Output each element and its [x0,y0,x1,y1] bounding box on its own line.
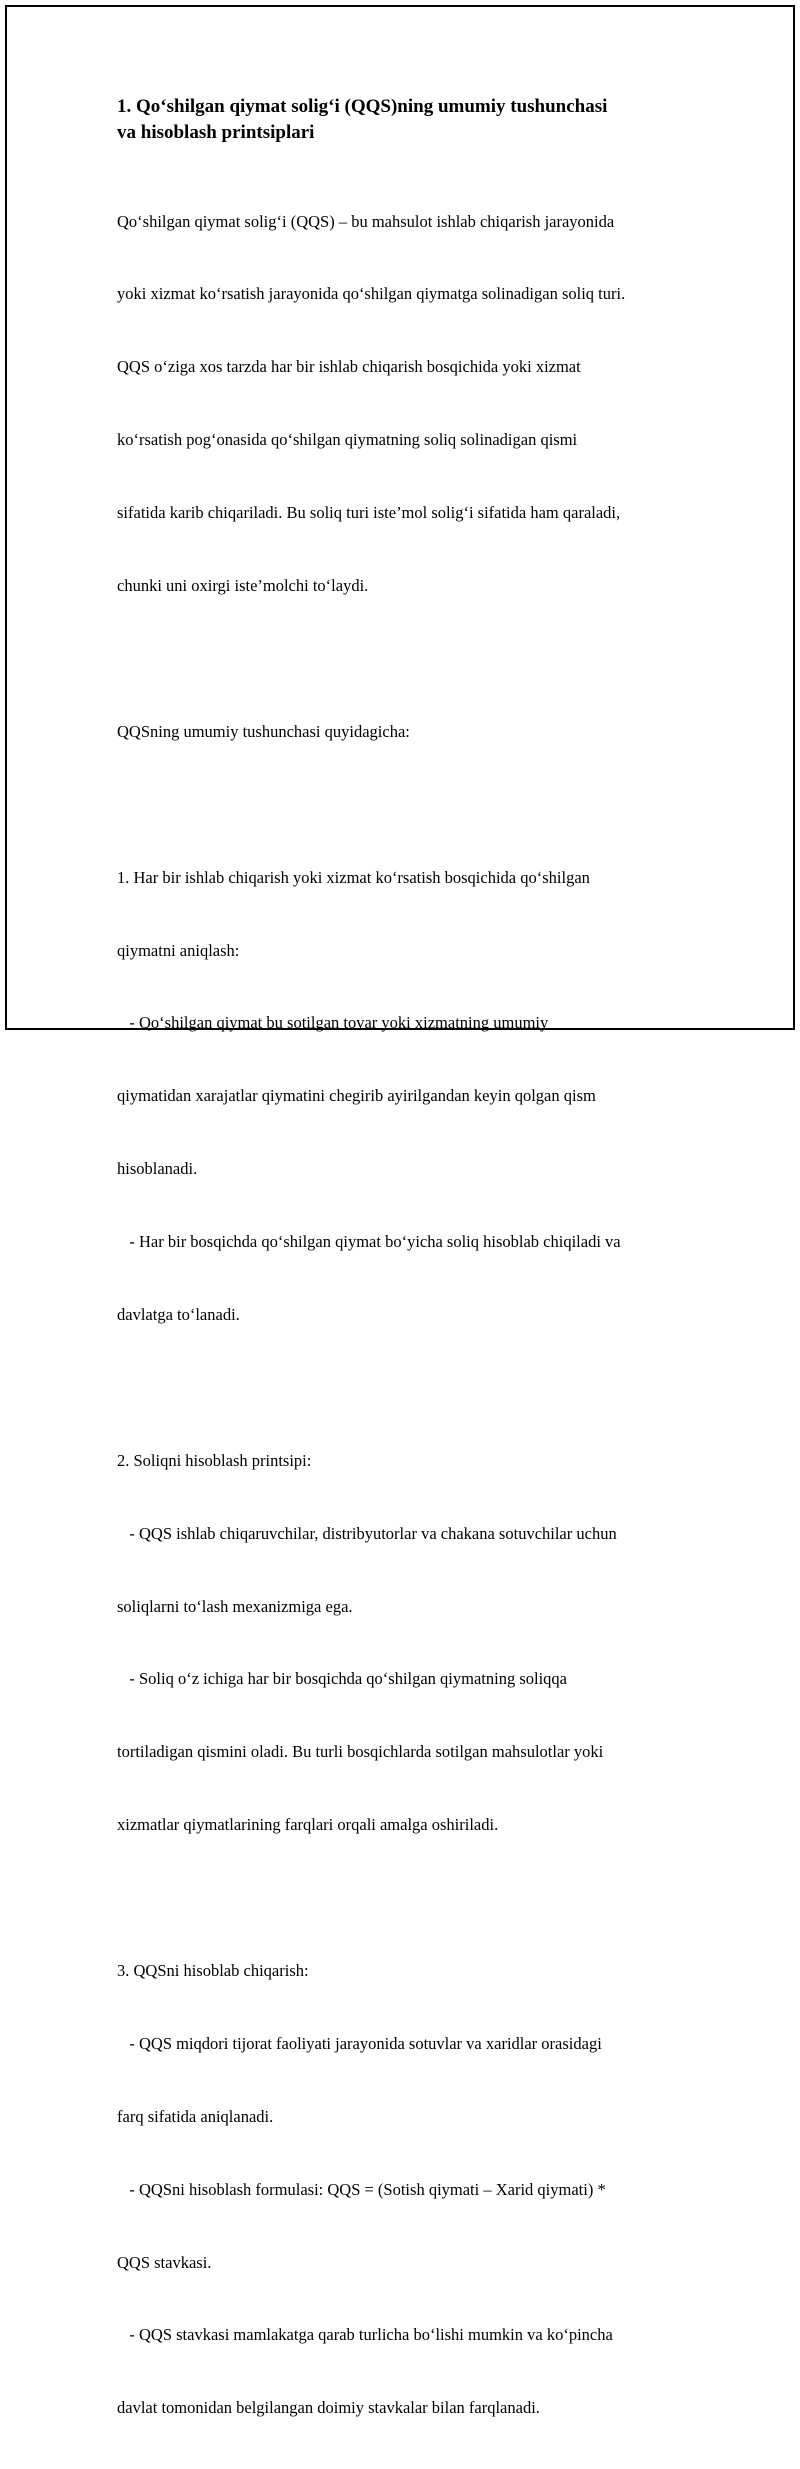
text-line: qiymatni aniqlash: [117,940,240,960]
text-line: QQS o‘ziga xos tarzda har bir ishlab chiqarish bosqichida yoki xizmat [117,357,581,377]
text-line: davlatga to‘lanadi. [117,1304,240,1324]
text-line: - QQS stavkasi mamlakatga qarab turlicha bo‘lishi mumkin va ko‘pincha [117,2325,613,2345]
paragraph-spacer [117,793,687,817]
text-line: xizmatlar qiymatlarining farqlari orqali amalga oshiriladi. [117,1815,499,1835]
overview-intro [117,671,687,792]
section-1 [117,817,687,1376]
text-line: qiymatidan xarajatlar qiymatini chegirib ayirilgandan keyin qolgan qism [117,1086,596,1106]
title-line: va hisoblash printsiplari [117,122,315,143]
paragraph-spacer [117,647,687,671]
paragraph-spacer [117,1376,687,1400]
text-line: 1. Har bir ishlab chiqarish yoki xizmat ko‘rsatish bosqichida qo‘shilgan [117,867,590,887]
text-line: QQSning umumiy tushunchasi quyidagicha: [117,721,410,741]
text-line: davlat tomonidan belgilangan doimiy stavkalar bilan farqlanadi. [117,2398,540,2418]
intro-paragraph [117,161,687,647]
section-2 [117,1400,687,1886]
text-line: 2. Soliqni hisoblash printsipi: [117,1450,312,1470]
text-line: yoki xizmat ko‘rsatish jarayonida qo‘shilgan qiymatga solinadigan soliq turi. [117,284,626,304]
paragraph-spacer [117,1886,687,1910]
document-body [117,94,687,2469]
text-line: sifatida karib chiqariladi. Bu soliq turi iste’mol solig‘i sifatida ham qaraladi, [117,503,621,523]
text-line: tortiladigan qismini oladi. Bu turli bosqichlarda sotilgan mahsulotlar yoki [117,1742,604,1762]
text-line: QQS stavkasi. [117,2252,212,2272]
text-line: Qo‘shilgan qiymat solig‘i (QQS) – bu mahsulot ishlab chiqarish jarayonida [117,211,615,231]
text-line: chunki uni oxirgi iste’molchi to‘laydi. [117,576,369,596]
text-line: soliqlarni to‘lash mexanizmiga ega. [117,1596,353,1616]
text-line: 3. QQSni hisoblab chiqarish: [117,1960,309,1980]
title-line: 1. Qo‘shilgan qiymat solig‘i (QQS)ning umumiy tushunchasi [117,96,608,117]
section-3 [117,1910,687,2469]
text-line: - Har bir bosqichda qo‘shilgan qiymat bo‘yicha soliq hisoblab chiqiladi va [117,1232,621,1252]
text-line: - Soliq o‘z ichiga har bir bosqichda qo‘shilgan qiymatning soliqqa [117,1669,568,1689]
text-line: farq sifatida aniqlanadi. [117,2106,274,2126]
text-line: - Qo‘shilgan qiymat bu sotilgan tovar yoki xizmatning umumiy [117,1013,549,1033]
text-line: - QQSni hisoblash formulasi: QQS = (Sotish qiymati – Xarid qiymati) * [117,2179,606,2199]
text-line: ko‘rsatish pog‘onasida qo‘shilgan qiymatning soliq solinadigan qismi [117,430,578,450]
text-line: hisoblanadi. [117,1159,198,1179]
text-line: - QQS ishlab chiqaruvchilar, distribyutorlar va chakana sotuvchilar uchun [117,1523,617,1543]
document-title [117,94,687,146]
text-line: - QQS miqdori tijorat faoliyati jarayonida sotuvlar va xaridlar orasidagi [117,2033,602,2053]
